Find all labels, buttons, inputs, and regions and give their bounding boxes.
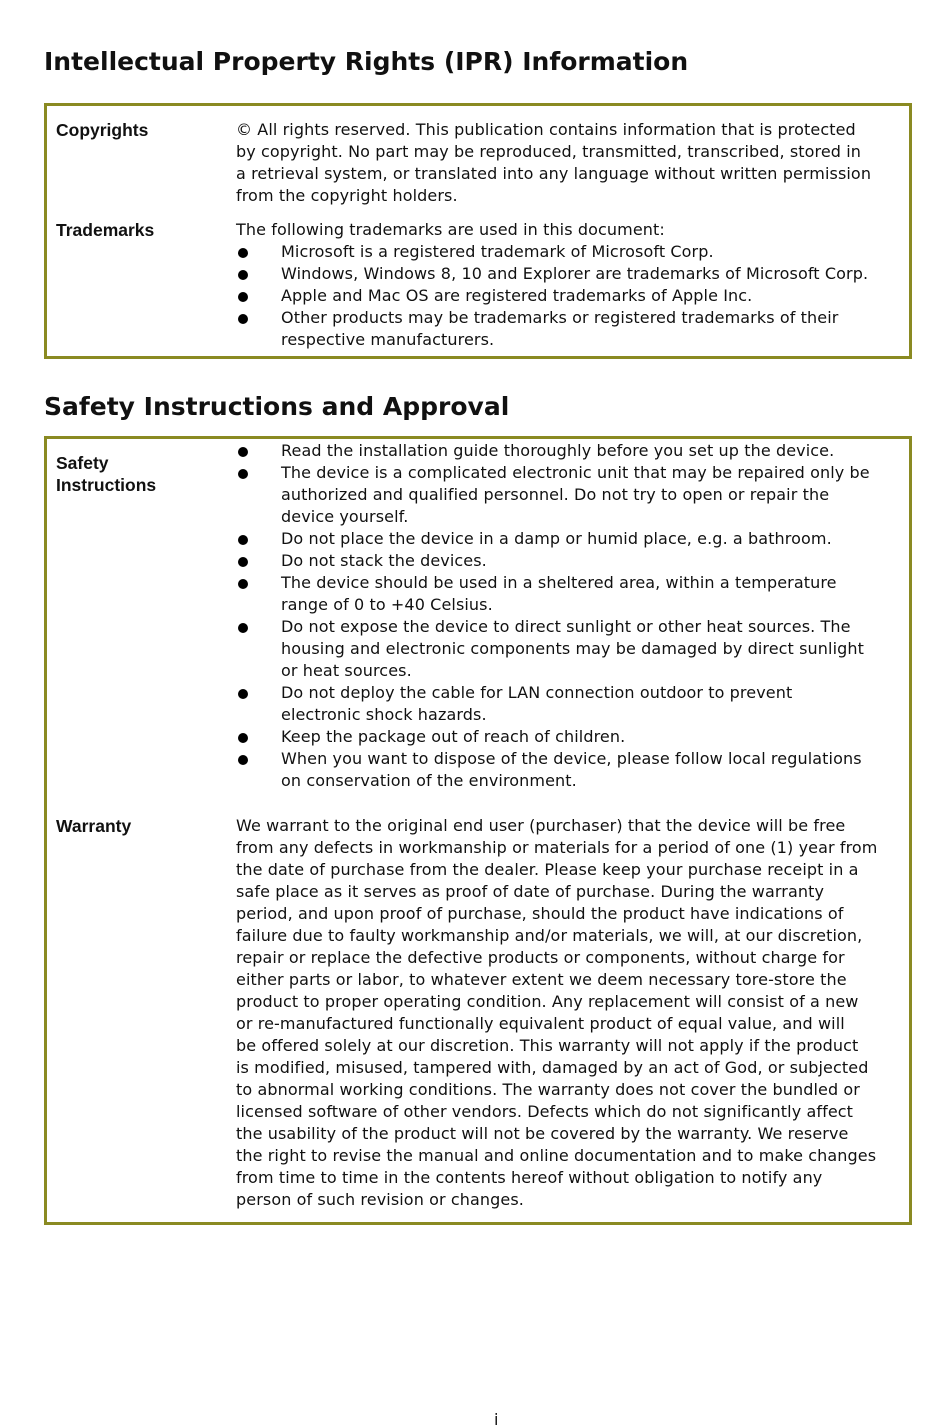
text-line: © All rights reserved. This publication contains information that is protected	[236, 120, 856, 139]
ipr-box	[44, 103, 912, 359]
bullet-icon	[238, 447, 248, 457]
ipr-heading: Intellectual Property Rights (IPR) Information	[44, 47, 689, 76]
bullet-icon	[238, 314, 248, 324]
safety-heading: Safety Instructions and Approval	[44, 392, 510, 421]
list-item	[236, 572, 870, 616]
text-line: Safety	[56, 453, 109, 473]
text-line: repair or replace the defective products or components, without charge for	[236, 948, 845, 967]
text-line: licensed software of other vendors. Defects which do not significantly affect	[236, 1102, 854, 1121]
copyrights-text	[236, 119, 871, 207]
text-line: Do not stack the devices.	[281, 551, 487, 570]
list-item	[236, 440, 870, 462]
list-item	[236, 682, 870, 726]
page-number: i	[494, 1410, 499, 1428]
text-line: by copyright. No part may be reproduced, transmitted, transcribed, stored in	[236, 142, 862, 161]
text-line: range of 0 to +40 Celsius.	[281, 595, 493, 614]
text-line: the date of purchase from the dealer. Please keep your purchase receipt in a	[236, 860, 859, 879]
list-item	[236, 616, 870, 682]
text-line: or heat sources.	[281, 661, 412, 680]
list-item	[236, 307, 868, 351]
text-line: the usability of the product will not be covered by the warranty. We reserve	[236, 1124, 849, 1143]
bullet-icon	[238, 733, 248, 743]
text-line: Do not deploy the cable for LAN connection outdoor to prevent	[281, 683, 793, 702]
bullet-icon	[238, 270, 248, 280]
text-line: We warrant to the original end user (purchaser) that the device will be free	[236, 816, 846, 835]
text-line: Microsoft is a registered trademark of Microsoft Corp.	[281, 242, 714, 261]
text-line: failure due to faulty workmanship and/or materials, we will, at our discretion,	[236, 926, 863, 945]
trademarks-intro: The following trademarks are used in this document:	[236, 220, 665, 239]
safety-box	[44, 436, 912, 1225]
text-line: safe place as it serves as proof of date of purchase. During the warranty	[236, 882, 825, 901]
text-line: a retrieval system, or translated into any language without written permission	[236, 164, 872, 183]
text-line: device yourself.	[281, 507, 409, 526]
text-line: electronic shock hazards.	[281, 705, 487, 724]
copyrights-label: Copyrights	[56, 120, 149, 140]
text-line: respective manufacturers.	[281, 330, 495, 349]
bullet-icon	[238, 579, 248, 589]
bullet-icon	[238, 623, 248, 633]
warranty-text	[236, 815, 878, 1211]
list-item	[236, 462, 870, 528]
text-line: be offered solely at our discretion. This warranty will not apply if the product	[236, 1036, 859, 1055]
list-item	[236, 550, 870, 572]
text-line: Other products may be trademarks or registered trademarks of their	[281, 308, 839, 327]
text-line: housing and electronic components may be damaged by direct sunlight	[281, 639, 864, 658]
text-line: person of such revision or changes.	[236, 1190, 524, 1209]
text-line: on conservation of the environment.	[281, 771, 577, 790]
list-item	[236, 241, 868, 263]
bullet-icon	[238, 535, 248, 545]
text-line: from any defects in workmanship or materials for a period of one (1) year from	[236, 838, 878, 857]
bullet-icon	[238, 248, 248, 258]
trademarks-list	[236, 241, 868, 351]
safety-instructions-label	[56, 452, 156, 496]
text-line: The device should be used in a sheltered area, within a temperature	[281, 573, 837, 592]
bullet-icon	[238, 689, 248, 699]
text-line: The device is a complicated electronic unit that may be repaired only be	[281, 463, 870, 482]
text-line: Do not place the device in a damp or humid place, e.g. a bathroom.	[281, 529, 832, 548]
text-line: Keep the package out of reach of children.	[281, 727, 626, 746]
list-item	[236, 263, 868, 285]
safety-instructions-list	[236, 440, 870, 792]
text-line: authorized and qualified personnel. Do not try to open or repair the	[281, 485, 830, 504]
text-line: from the copyright holders.	[236, 186, 458, 205]
trademarks-text	[236, 219, 868, 351]
text-line: Windows, Windows 8, 10 and Explorer are trademarks of Microsoft Corp.	[281, 264, 869, 283]
text-line: to abnormal working conditions. The warranty does not cover the bundled or	[236, 1080, 860, 1099]
bullet-icon	[238, 557, 248, 567]
trademarks-label: Trademarks	[56, 220, 155, 240]
text-line: or re-manufactured functionally equivalent product of equal value, and will	[236, 1014, 845, 1033]
text-line: is modified, misused, tampered with, damaged by an act of God, or subjected	[236, 1058, 869, 1077]
text-line: Apple and Mac OS are registered trademarks of Apple Inc.	[281, 286, 753, 305]
bullet-icon	[238, 755, 248, 765]
list-item	[236, 528, 870, 550]
text-line: from time to time in the contents hereof without obligation to notify any	[236, 1168, 823, 1187]
text-line: either parts or labor, to whatever extent we deem necessary tore-store the	[236, 970, 847, 989]
bullet-icon	[238, 469, 248, 479]
bullet-icon	[238, 292, 248, 302]
text-line: Read the installation guide thoroughly before you set up the device.	[281, 441, 835, 460]
text-line: When you want to dispose of the device, please follow local regulations	[281, 749, 862, 768]
list-item	[236, 726, 870, 748]
text-line: the right to revise the manual and online documentation and to make changes	[236, 1146, 877, 1165]
text-line: period, and upon proof of purchase, should the product have indications of	[236, 904, 844, 923]
list-item	[236, 748, 870, 792]
text-line: Instructions	[56, 475, 157, 495]
warranty-label: Warranty	[56, 816, 132, 836]
text-line: Do not expose the device to direct sunlight or other heat sources. The	[281, 617, 851, 636]
list-item	[236, 285, 868, 307]
text-line: product to proper operating condition. Any replacement will consist of a new	[236, 992, 859, 1011]
